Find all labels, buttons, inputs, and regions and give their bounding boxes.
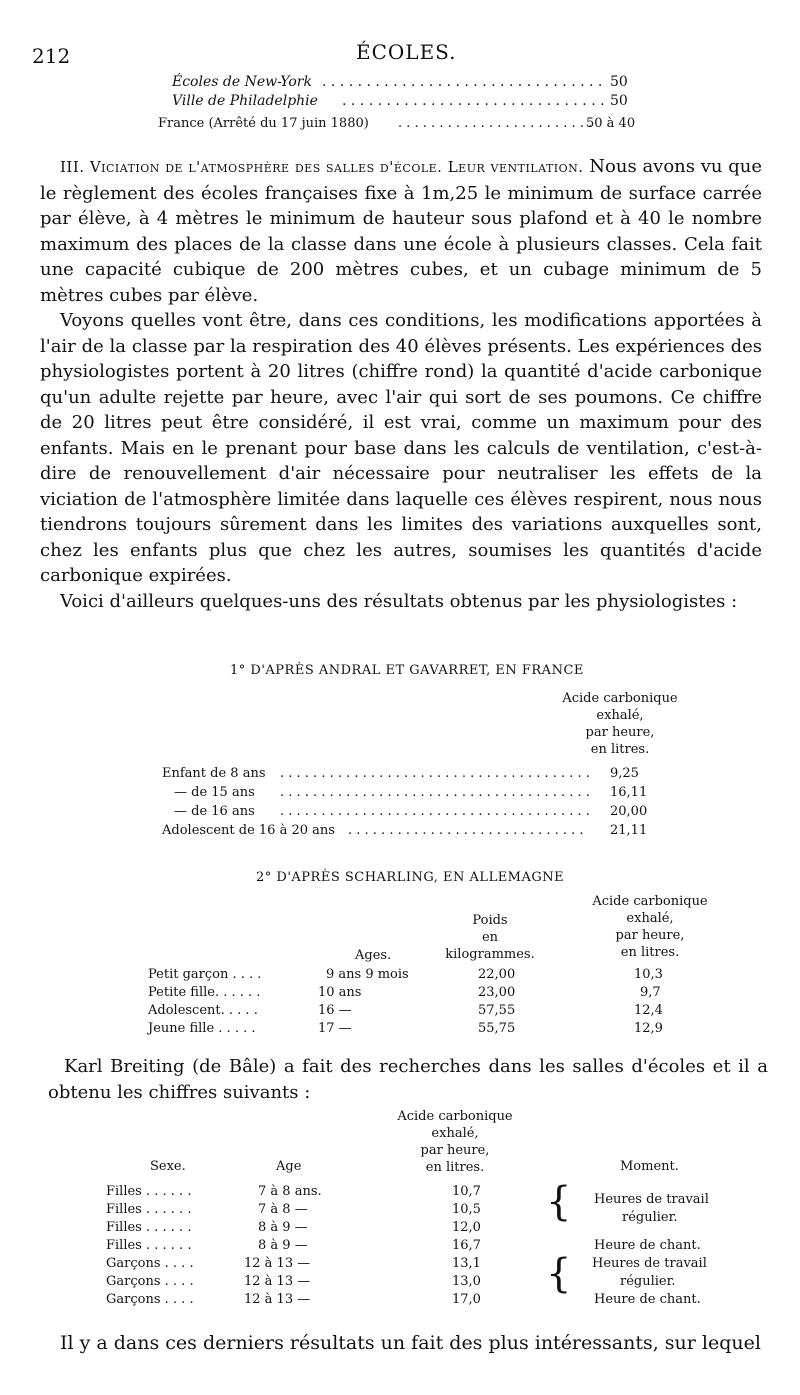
brace-1: { <box>546 1179 572 1225</box>
table-cell: 10 ans <box>318 985 362 1000</box>
moment-1b: régulier. <box>622 1210 678 1225</box>
table-cell: 12 à 13 — <box>244 1292 311 1307</box>
moment-2: Heure de chant. <box>594 1238 701 1253</box>
table-cell: 7 à 8 — <box>258 1202 308 1217</box>
list-item: Ville de Philadelphie . . . . . . . . . . . . . . . . . . . . . . . . . . . . . . 50 <box>172 93 628 109</box>
dot-leader: . . . . . . . . . . . . . . . . . . . . . . . . . . . . . . <box>342 93 605 109</box>
table-cell: 57,55 <box>478 1003 516 1018</box>
table-cell: 12 à 13 — <box>244 1256 311 1271</box>
table-cell: 23,00 <box>478 985 516 1000</box>
table-3-header-sexe: Sexe. <box>150 1159 186 1174</box>
table-cell: 9 ans 9 mois <box>326 967 409 982</box>
table-cell: 13,0 <box>452 1274 481 1289</box>
list-item: Écoles de New-York . . . . . . . . . . . . . . . . . . . . . . . . . . . . . . . . 50 <box>172 74 628 90</box>
table-cell: 10,7 <box>452 1184 481 1199</box>
table-cell: 12,4 <box>634 1003 663 1018</box>
table-2-title: 2° D'APRÈS SCHARLING, EN ALLEMAGNE <box>256 870 565 885</box>
paragraph-3: Voici d'ailleurs quelques-uns des résultats obtenus par les physiologistes : <box>60 590 738 612</box>
breiting-section <box>48 1054 768 1105</box>
moment-4: Heure de chant. <box>594 1292 701 1307</box>
table-3-header-age: Age <box>276 1159 302 1174</box>
table-3-header-acide: Acide carbonique exhalé, par heure, en litres. <box>397 1109 513 1175</box>
paragraph-2: Voyons quelles vont être, dans ces conditions, les modifications apportées à l'air de la classe par la respiration des 40 élèves présents. Les expériences des physiologistes portent à 20 litres (chiffre rond) la quantité d'acide carbonique qu'un adulte rejette par heure, avec l'air qui sort de ses poumons. Ce chiffre de 20 litres peut être considéré, il est vrai, comme un maximum pour des enfants. Mais en le prenant pour base dans les calculs de ventilation, c'est-à-dire de renouvellement d'air nécessaire pour neutraliser les effets de la viciation de l'atmosphère limitée dans laquelle ces élèves respirent, nous nous tiendrons toujours sûrement dans les limites des variations auxquelles sont, chez les enfants plus que chez les autres, soumises les quantités d'acide carbonique expirées. <box>40 310 762 586</box>
table-cell: 22,00 <box>478 967 516 982</box>
list-item: France (Arrêté du 17 juin 1880) . . . . . . . . . . . . . . . . . . . . . . . . 50 à 40 <box>158 116 636 131</box>
table-row: Petit garçon . . . . <box>148 967 262 982</box>
table-2-header-ages: Ages. <box>355 948 392 963</box>
table-cell: 7 à 8 ans. <box>258 1184 322 1199</box>
table-cell: 10,3 <box>634 967 663 982</box>
page-number: 212 <box>32 44 71 68</box>
table-row: Filles . . . . . . <box>106 1238 192 1253</box>
table-cell: 8 à 9 — <box>258 1238 308 1253</box>
closing-line: Il y a dans ces derniers résultats un fait des plus intéressants, sur lequel <box>60 1332 761 1354</box>
table-row: Enfant de 8 ans . . . . . . . . . . . . . . . . . . . . . . . . . . . . . . . . . . . . . . 9,25 <box>162 766 639 781</box>
moment-1a: Heures de travail <box>594 1192 709 1207</box>
table-row: Adolescent de 16 à 20 ans . . . . . . . . . . . . . . . . . . . . . . . . . . . . . 21,11 <box>162 823 648 838</box>
table-row: Adolescent. . . . . <box>148 1003 258 1018</box>
table-cell: 17 — <box>318 1021 352 1036</box>
table-2-header-poids: Poids en kilogrammes. <box>445 913 535 962</box>
running-title: ÉCOLES. <box>356 40 457 64</box>
table-cell: 12,9 <box>634 1021 663 1036</box>
table-cell: 13,1 <box>452 1256 481 1271</box>
moment-3b: régulier. <box>620 1274 676 1289</box>
table-3-header-moment: Moment. <box>620 1159 679 1174</box>
table-row: Filles . . . . . . <box>106 1184 192 1199</box>
table-row: Jeune fille . . . . . <box>148 1021 256 1036</box>
table-cell: 12,0 <box>452 1220 481 1235</box>
brace-2: { <box>546 1251 572 1297</box>
paragraph-1-text: Nous avons vu que le règlement des écoles françaises fixe à 1m,25 le minimum de surface carrée par élève, à 4 mètres le minimum de hauteur sous plafond et à 40 le nombre maximum des places de la classe dans une école à plusieurs classes. Cela fait une capacité cubique de 200 mètres cubes, et un cubage minimum de 5 mètres cubes par élève. <box>40 156 762 306</box>
dot-leader: . . . . . . . . . . . . . . . . . . . . . . . . <box>398 116 593 131</box>
table-cell: 8 à 9 — <box>258 1220 308 1235</box>
table-cell: 10,5 <box>452 1202 481 1217</box>
dot-leader: . . . . . . . . . . . . . . . . . . . . . . . . . . . . . . . . <box>322 74 603 90</box>
table-row: Garçons . . . . <box>106 1256 194 1271</box>
table-row: Garçons . . . . <box>106 1274 194 1289</box>
section-3 <box>40 154 762 614</box>
table-cell: 9,7 <box>640 985 661 1000</box>
table-cell: 16,7 <box>452 1238 481 1253</box>
table-row: Petite fille. . . . . . <box>148 985 261 1000</box>
table-1-title: 1° D'APRÈS ANDRAL ET GAVARRET, EN FRANCE <box>230 663 584 678</box>
table-1-col-header: Acide carbonique exhalé, par heure, en litres. <box>562 691 678 757</box>
table-row: Filles . . . . . . <box>106 1202 192 1217</box>
table-row: — de 15 ans . . . . . . . . . . . . . . . . . . . . . . . . . . . . . . . . . . . . . . 16,11 <box>174 785 648 800</box>
table-row: — de 16 ans . . . . . . . . . . . . . . . . . . . . . . . . . . . . . . . . . . . . . . 20,00 <box>174 804 648 819</box>
table-cell: 55,75 <box>478 1021 516 1036</box>
table-row: Filles . . . . . . <box>106 1220 192 1235</box>
table-cell: 16 — <box>318 1003 352 1018</box>
breiting-intro: Karl Breiting (de Bâle) a fait des recherches dans les salles d'écoles et il a obtenu les chiffres suivants : <box>48 1056 768 1103</box>
table-2-header-acide: Acide carbonique exhalé, par heure, en litres. <box>592 894 708 960</box>
section-heading: III. Viciation de l'atmosphère des salles d'école. Leur ventilation. <box>60 158 584 176</box>
moment-3a: Heures de travail <box>592 1256 707 1271</box>
table-row: Garçons . . . . <box>106 1292 194 1307</box>
table-cell: 12 à 13 — <box>244 1274 311 1289</box>
table-cell: 17,0 <box>452 1292 481 1307</box>
